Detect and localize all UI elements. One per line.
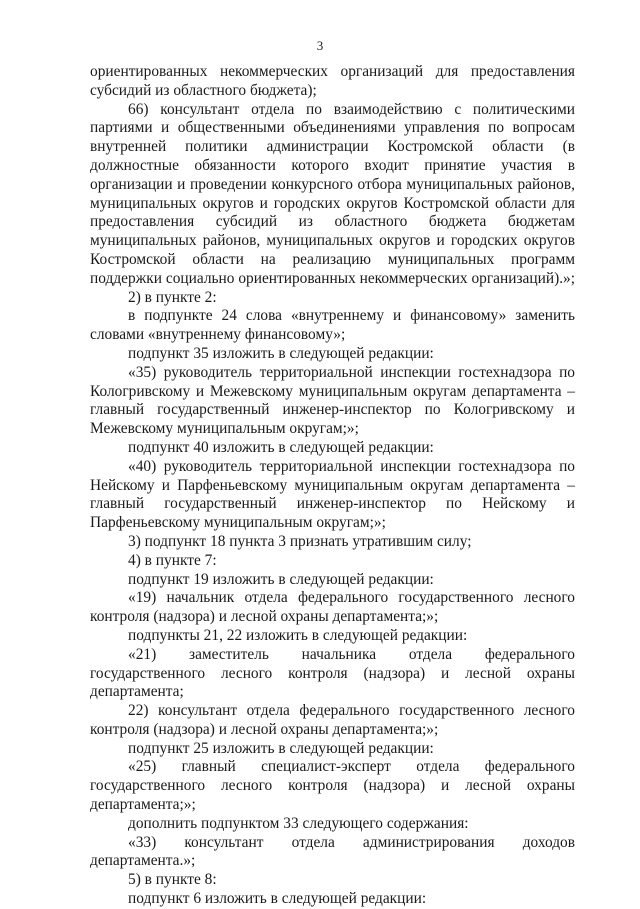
paragraph: 2) в пункте 2: (128, 288, 217, 306)
paragraph: подпункты 21, 22 изложить в следующей редакции: (128, 626, 468, 644)
paragraph: подпункт 19 изложить в следующей редакции: (128, 570, 434, 588)
paragraph: «21) заместитель начальника отдела федерального государственного лесного контроля (надзора) и лесной охраны департамента; (90, 645, 575, 701)
paragraph: подпункт 25 изложить в следующей редакции: (128, 739, 434, 757)
paragraph: «25) главный специалист-эксперт отдела федерального государственного лесного контроля (надзора) и лесной охраны департамента;»; (90, 758, 575, 814)
paragraph: 66) консультант отдела по взаимодействию с политическими партиями и общественными объединениями управления по вопросам внутренней политики администрации Костромской области (в должностные обязанности которого входит принятие участия в организации и проведении конкурсного отбора муниципальных районов, муниципальных округов и городских округов Костромской области для предоставления субсидий из областного бюджета бюджетам муниципальных районов, муниципальных округов и городских округов Костромской области на реализацию муниципальных программ поддержки социально ориентированных некоммерческих организаций).»; (90, 100, 576, 287)
paragraph: 22) консультант отдела федерального государственного лесного контроля (надзора) и лесной охраны департамента;»; (90, 702, 575, 738)
paragraph: подпункт 35 изложить в следующей редакции: (128, 344, 434, 362)
page-number: 3 (316, 38, 324, 53)
paragraph: 3) подпункт 18 пункта 3 признать утратившим силу; (128, 532, 472, 550)
paragraph: «33) консультант отдела администрирования доходов департамента.»; (90, 833, 575, 870)
paragraph: подпункт 6 изложить в следующей редакции: (128, 890, 427, 908)
paragraph: в подпункте 24 слова «внутреннему и финансовому» заменить словами «внутреннему финансовому»; (90, 307, 575, 344)
document-body (90, 63, 575, 909)
paragraph: 4) в пункте 7: (128, 551, 217, 569)
paragraph: ориентированных некоммерческих организаций для предоставления субсидий из областного бюджета); (90, 63, 575, 99)
paragraph: дополнить подпунктом 33 следующего содержания: (128, 814, 469, 832)
paragraph: 5) в пункте 8: (128, 871, 217, 889)
paragraph: «40) руководитель территориальной инспекции гостехнадзора по Нейскому и Парфеньевскому муниципальным округам департамента – главный государственный инженер-инспектор по Нейскому и Парфеньевскому муниципальным округам;»; (90, 457, 575, 532)
paragraph: «19) начальник отдела федерального государственного лесного контроля (надзора) и лесной охраны департамента;»; (90, 589, 575, 626)
paragraph: «35) руководитель территориальной инспекции гостехнадзора по Кологривскому и Межевскому муниципальным округам департамента – главный государственный инженер-инспектор по Кологривскому и Межевскому муниципальным округам;»; (90, 363, 575, 438)
paragraph: подпункт 40 изложить в следующей редакции: (128, 438, 434, 456)
